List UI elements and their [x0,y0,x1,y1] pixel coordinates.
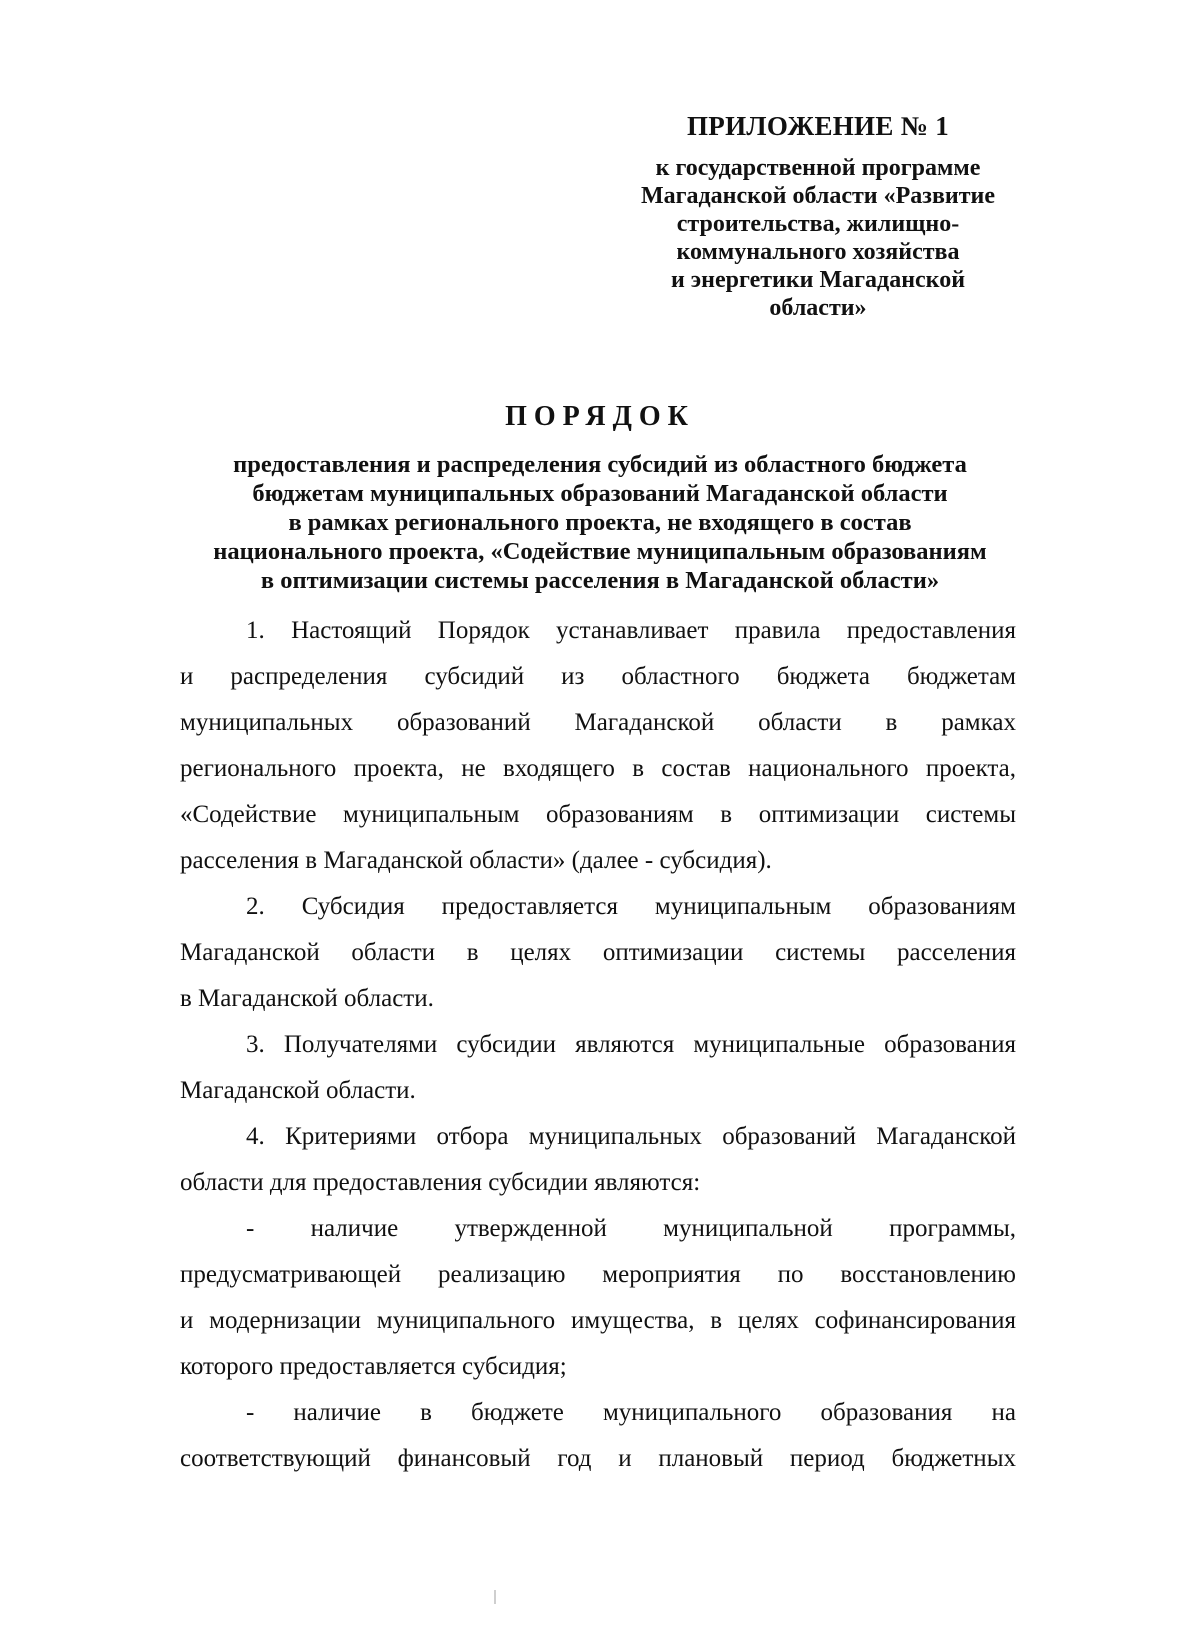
paragraph-line: Магаданской области. [180,1077,416,1104]
paragraph-line: которого предоставляется субсидия; [180,1353,567,1380]
word: наличие [293,1399,382,1426]
paragraph-1 [180,608,1016,884]
appendix-line: и энергетики Магаданской [670,267,966,293]
document-body [180,608,1016,1482]
paragraph-line: 2. Субсидия предоставляется муниципальным образованиям [246,893,1016,920]
word: муниципального [602,1399,782,1426]
list-dash: - [246,1399,255,1426]
paragraph-line: 4. Критериями отбора муниципальных образований Магаданской [246,1123,1016,1150]
appendix-line: коммунального хозяйства [676,239,960,265]
document-subtitle-line: в рамках регионального проекта, не входящего в состав [288,509,912,536]
word: программы, [889,1215,1016,1242]
appendix-line: строительства, жилищно- [676,211,960,237]
document-subtitle-line: национального проекта, «Содействие муниципальным образованиям [213,538,987,565]
paragraph-3 [180,1022,1016,1114]
paragraph-line: в Магаданской области. [180,985,434,1012]
criteria-item-first-line [180,1390,1016,1436]
appendix-title: ПРИЛОЖЕНИЕ № 1 [687,111,949,141]
paragraph-line: и распределения субсидий из областного бюджета бюджетам [180,663,1016,690]
word: в [420,1399,432,1426]
paragraph-line: муниципальных образований Магаданской области в рамках [180,709,1016,736]
criteria-item-first-line [180,1206,1016,1252]
word: муниципальной [663,1215,833,1242]
document-subtitle-line: в оптимизации системы расселения в Магаданской области» [260,567,940,594]
paragraph-line: «Содействие муниципальным образованиям в оптимизации системы [180,801,1016,828]
appendix-line: области» [769,295,867,321]
document-heading [170,400,1030,595]
list-dash: - [246,1215,255,1242]
word: утвержденной [454,1215,607,1242]
paragraph-line: 3. Получателями субсидии являются муниципальные образования [246,1031,1016,1058]
paragraph-line: расселения в Магаданской области» (далее - субсидия). [180,847,772,874]
paragraph-4 [180,1114,1016,1206]
appendix-line: к государственной программе [655,155,981,181]
paragraph-2 [180,884,1016,1022]
word: образования [820,1399,953,1426]
appendix-block [608,108,1028,322]
scan-artifact [494,1590,496,1604]
document-subtitle-line: предоставления и распределения субсидий из областного бюджета [233,451,967,478]
paragraph-line: соответствующий финансовый год и плановый период бюджетных [180,1445,1016,1472]
paragraph-line: регионального проекта, не входящего в состав национального проекта, [180,755,1016,782]
criteria-item-1 [180,1206,1016,1390]
criteria-item-2 [180,1390,1016,1482]
paragraph-line: Магаданской области в целях оптимизации системы расселения [180,939,1016,966]
document-title: ПОРЯДОК [505,401,695,432]
paragraph-line: 1. Настоящий Порядок устанавливает правила предоставления [246,617,1016,644]
paragraph-line: предусматривающей реализацию мероприятия по восстановлению [180,1261,1016,1288]
word: наличие [310,1215,399,1242]
appendix-line: Магаданской области «Развитие [640,183,995,209]
paragraph-line: и модернизации муниципального имущества, в целях софинансирования [180,1307,1016,1334]
document-subtitle-line: бюджетам муниципальных образований Магаданской области [252,480,948,507]
word: бюджете [470,1399,564,1426]
paragraph-line: области для предоставления субсидии являются: [180,1169,701,1196]
word: на [991,1399,1016,1426]
